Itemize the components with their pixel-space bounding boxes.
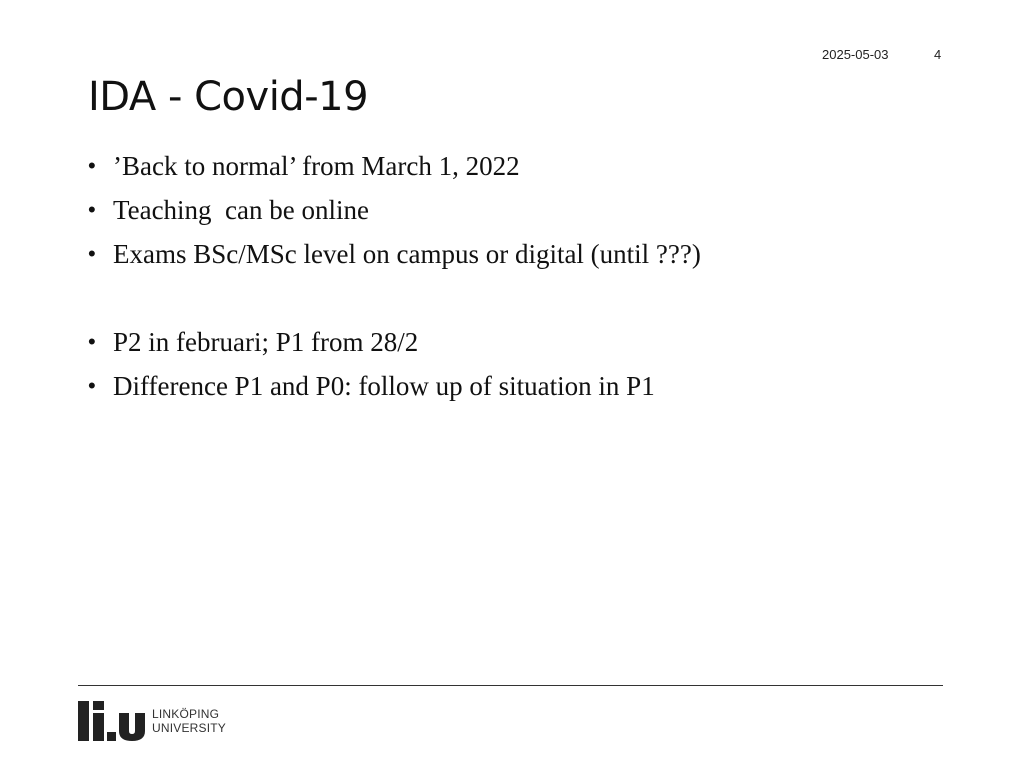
bullet-spacer xyxy=(88,280,701,324)
bullet-item xyxy=(88,148,701,192)
slide-title: IDA - Covid-19 xyxy=(88,74,369,120)
liu-logo xyxy=(78,701,226,741)
bullet-dot-icon: • xyxy=(88,241,96,266)
bullet-text: ’Back to normal’ from March 1, 2022 xyxy=(113,151,520,181)
bullet-dot-icon: • xyxy=(88,373,96,398)
bullet-item xyxy=(88,324,701,368)
logo-text-line2: UNIVERSITY xyxy=(152,721,227,735)
bullet-item xyxy=(88,192,701,236)
bullet-dot-icon: • xyxy=(88,197,96,222)
slide-date: 2025-05-03 xyxy=(822,47,889,62)
bullet-text: Difference P1 and P0: follow up of situation in P1 xyxy=(113,371,655,401)
bullet-text: Exams BSc/MSc level on campus or digital (until ???) xyxy=(113,239,701,269)
logo-wordmark xyxy=(152,707,226,735)
bullet-text: P2 in februari; P1 from 28/2 xyxy=(113,327,419,357)
logo-text-line1: LINKÖPING xyxy=(152,707,220,721)
bullet-list xyxy=(88,148,701,412)
bullet-item xyxy=(88,236,701,280)
bullet-dot-icon: • xyxy=(88,329,96,354)
bullet-item xyxy=(88,368,701,412)
footer-divider xyxy=(78,685,943,686)
liu-logo-mark-icon xyxy=(78,701,146,741)
bullet-text: Teaching can be online xyxy=(113,195,369,225)
bullet-dot-icon: • xyxy=(88,153,96,178)
slide-page-number: 4 xyxy=(934,47,942,62)
